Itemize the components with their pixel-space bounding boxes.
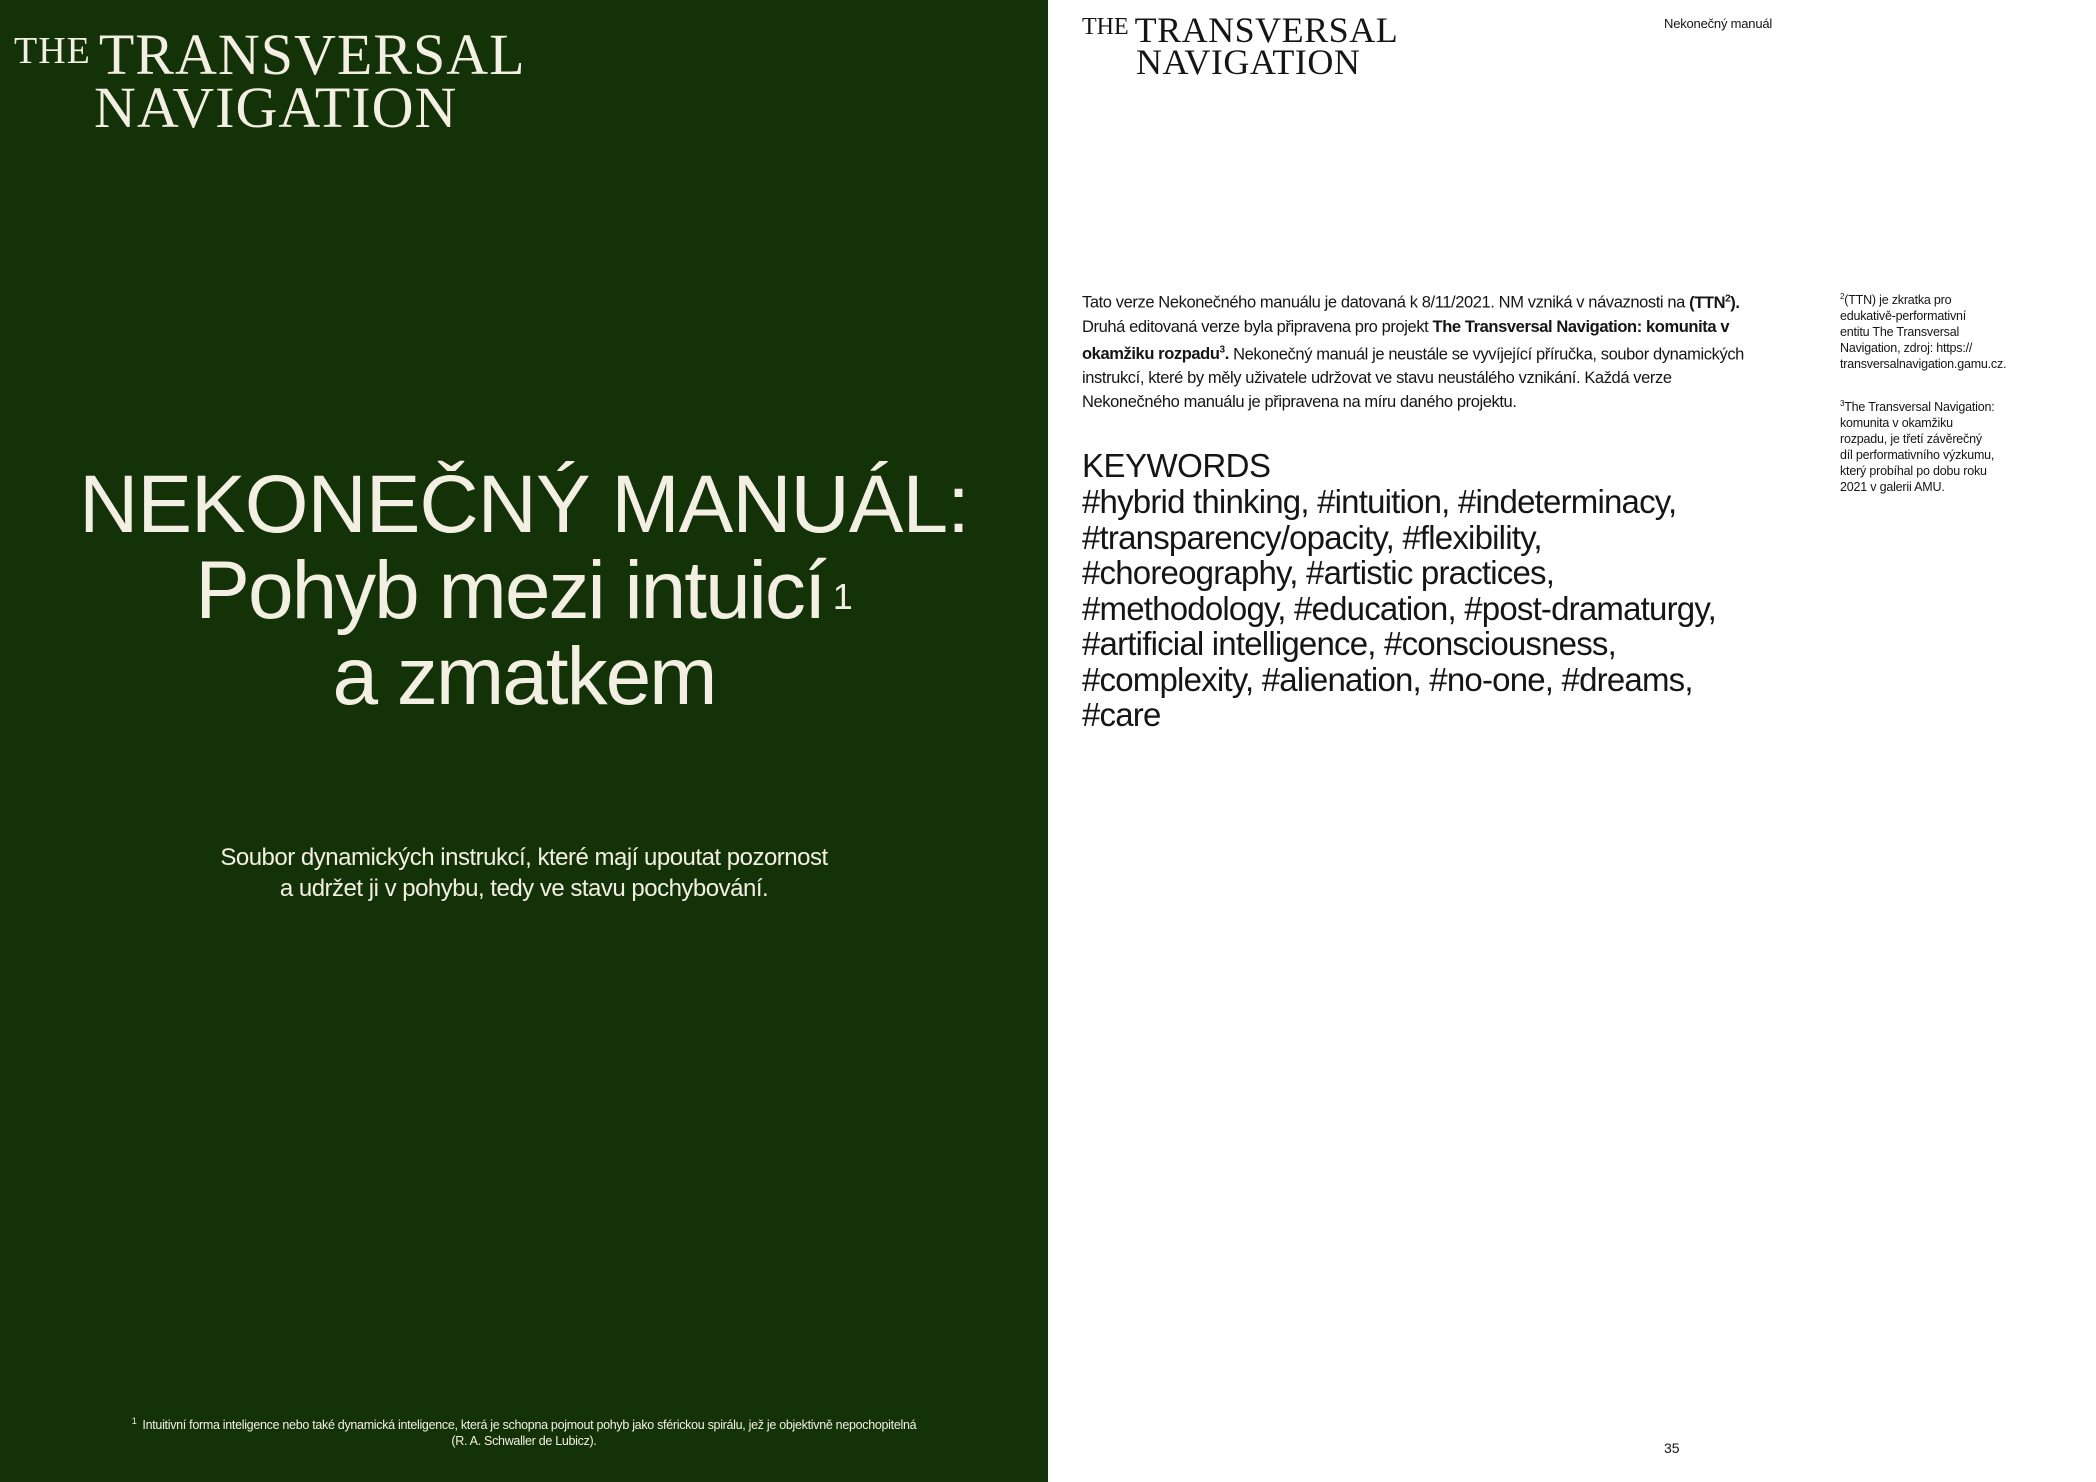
sidenote-2-line: entitu The Transversal bbox=[1840, 325, 1960, 340]
intro-part1: Tato verze Nekonečného manuálu je datovaná k 8/11/2021. NM vzniká v návaznosti na bbox=[1082, 293, 1690, 312]
keywords-line: #care bbox=[1082, 696, 1161, 733]
keywords-line: #artificial intelligence, #consciousness, bbox=[1082, 625, 1617, 662]
title-line1: NEKONEČNÝ MANUÁL: bbox=[79, 459, 969, 550]
footnote-1 bbox=[60, 1413, 988, 1449]
keywords-line: #methodology, #education, #post-dramaturgy, bbox=[1082, 589, 1716, 627]
sidenote-2-line: Navigation, zdroj: https:// bbox=[1840, 341, 1973, 356]
logo-the: THE bbox=[14, 30, 91, 72]
sidenote-3 bbox=[1840, 396, 2050, 495]
sidenote-2-line: edukativě-performativní bbox=[1840, 309, 1967, 324]
sidenote-2-marker: 2 bbox=[1840, 292, 1845, 301]
footnote-1-line1: Intuitivní forma inteligence nebo také dynamická inteligence, která je schopna pojmout pohyb jako sférickou spirálu, jež je objektivně nepochopitelná bbox=[142, 1418, 917, 1433]
sidenote-2 bbox=[1840, 289, 2050, 372]
keywords-line: #choreography, #artistic practices, bbox=[1082, 554, 1555, 591]
logo-line2: NAVIGATION bbox=[94, 75, 458, 141]
sidenote-2-line: (TTN) je zkratka pro bbox=[1844, 293, 1952, 308]
transversal-navigation-logo bbox=[14, 22, 526, 141]
title-footnote-ref: 1 bbox=[832, 576, 853, 617]
subtitle bbox=[0, 842, 1048, 904]
sidenote-3-line: který probíhal po dobu roku bbox=[1840, 464, 1987, 479]
sidenote-3-line: 2021 v galerii AMU. bbox=[1840, 480, 1945, 495]
logo-small-line2: NAVIGATION bbox=[1136, 42, 1361, 83]
keywords-list bbox=[1082, 484, 1782, 733]
logo-small-the: THE bbox=[1082, 14, 1129, 40]
intro-part2: Druhá editovaná verze byla připravena pro projekt bbox=[1082, 317, 1433, 336]
intro-bold1: (TTN$^2$). bbox=[1689, 293, 1740, 312]
footnote-1-marker: 1 bbox=[131, 1416, 137, 1426]
page-title bbox=[0, 459, 1048, 722]
right-page bbox=[1048, 0, 2096, 1482]
title-line3: a zmatkem bbox=[332, 631, 716, 722]
sidenote-3-line: rozpadu, je třetí závěrečný bbox=[1840, 432, 1982, 447]
keywords-line: #complexity, #alienation, #no-one, #dreams, bbox=[1082, 660, 1693, 698]
page-number: 35 bbox=[1664, 1440, 1680, 1456]
subtitle-line1: Soubor dynamických instrukcí, které mají upoutat pozornost bbox=[220, 844, 828, 871]
subtitle-line2: a udržet ji v pohybu, tedy ve stavu pochybování. bbox=[279, 875, 769, 902]
sidenote-3-line: komunita v okamžiku bbox=[1840, 416, 1953, 431]
sidenote-3-line: The Transversal Navigation: bbox=[1844, 400, 1995, 415]
intro-bold2: The Transversal Navigation: komunita v okamžiku rozpadu$^3$. bbox=[1082, 317, 1730, 363]
footnote-1-line2: (R. A. Schwaller de Lubicz). bbox=[451, 1434, 597, 1449]
sidenote-2-line: transversalnavigation.gamu.cz. bbox=[1840, 357, 2007, 372]
logo-line1: TRANSVERSAL bbox=[98, 22, 526, 87]
intro-paragraph bbox=[1082, 287, 1762, 414]
intro-part3: Nekonečný manuál je neustále se vyvíjející příručka, soubor dynamických instrukcí, které by měly uživatele udržovat ve stavu neustálého vznikání. Každá verze Nekonečného manuálu je připravena na míru daného projektu. bbox=[1082, 345, 1744, 411]
title-line2-text: Pohyb mezi intuicí bbox=[195, 545, 825, 636]
transversal-navigation-logo-small bbox=[1082, 10, 1399, 83]
sidenote-3-line: díl performativního výzkumu, bbox=[1840, 448, 1995, 463]
title-line2 bbox=[0, 545, 1048, 636]
sidenote-3-marker: 3 bbox=[1840, 399, 1845, 408]
keywords-line: #transparency/opacity, #flexibility, bbox=[1082, 518, 1542, 556]
keywords-line: #hybrid thinking, #intuition, #indeterminacy, bbox=[1082, 483, 1677, 520]
logo-small-line1: TRANSVERSAL bbox=[1134, 10, 1399, 50]
running-head: Nekonečný manuál bbox=[1664, 16, 1773, 31]
keywords-heading: KEYWORDS bbox=[1082, 447, 1271, 484]
